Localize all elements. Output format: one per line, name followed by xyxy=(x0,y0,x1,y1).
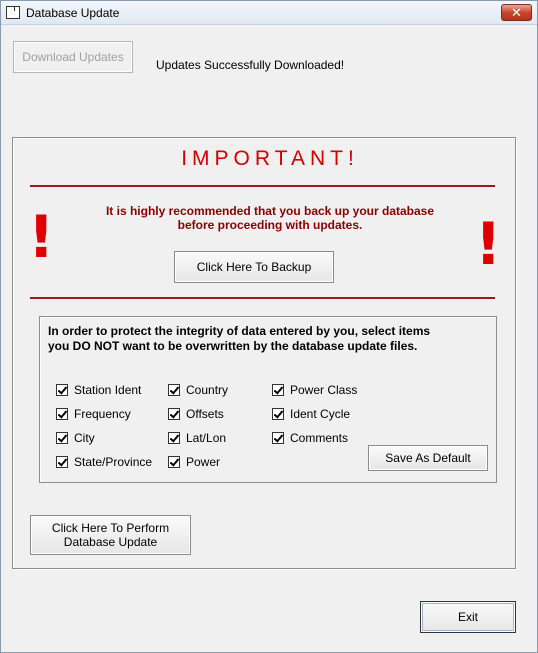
important-heading: IMPORTANT! xyxy=(181,147,359,170)
checkbox-label: Ident Cycle xyxy=(290,407,351,421)
backup-warning-line-2: before proceeding with updates. xyxy=(177,218,363,232)
download-updates-button: Download Updates xyxy=(13,41,133,73)
perform-update-line-1: Click Here To Perform xyxy=(51,521,170,535)
checkbox-power[interactable] xyxy=(168,455,220,469)
checkbox-label: Country xyxy=(186,383,229,397)
checkbox-label: City xyxy=(74,431,95,445)
checked-icon[interactable] xyxy=(56,456,68,468)
checked-icon[interactable] xyxy=(56,384,68,396)
perform-update-line-2: Database Update xyxy=(63,535,158,549)
checked-icon[interactable] xyxy=(168,456,180,468)
backup-button[interactable]: Click Here To Backup xyxy=(174,251,334,283)
checked-icon[interactable] xyxy=(56,432,68,444)
checkbox-comments[interactable] xyxy=(272,431,348,445)
overwrite-instructions xyxy=(48,324,488,354)
overwrite-instructions-line-1: In order to protect the integrity of data entered by you, select items xyxy=(48,324,431,338)
checkbox-label: Lat/Lon xyxy=(186,431,227,445)
checked-icon[interactable] xyxy=(168,384,180,396)
checkbox-label: State/Province xyxy=(74,455,153,469)
checkbox-offsets[interactable] xyxy=(168,407,224,421)
overwrite-instructions-line-2: you DO NOT want to be overwritten by the database update files. xyxy=(48,339,418,353)
bottom-divider xyxy=(30,297,495,299)
checkbox-label: Comments xyxy=(290,431,349,445)
title-bar[interactable] xyxy=(1,1,537,25)
left-exclamation-icon: ! xyxy=(28,203,55,271)
right-exclamation-icon: ! xyxy=(475,210,502,278)
checkbox-label: Offsets xyxy=(186,407,224,421)
checked-icon[interactable] xyxy=(168,432,180,444)
checkbox-label: Frequency xyxy=(74,407,131,421)
checkbox-label: Power xyxy=(186,455,221,469)
checked-icon[interactable] xyxy=(56,408,68,420)
backup-warning-line-1: It is highly recommended that you back up your database xyxy=(105,204,435,218)
checked-icon[interactable] xyxy=(272,384,284,396)
close-button[interactable]: ✕ xyxy=(501,4,532,21)
download-status-text: Updates Successfully Downloaded! xyxy=(156,58,345,72)
checkbox-ident-cycle[interactable] xyxy=(272,407,350,421)
checkbox-lat-lon[interactable] xyxy=(168,431,226,445)
checked-icon[interactable] xyxy=(168,408,180,420)
checked-icon[interactable] xyxy=(272,408,284,420)
checked-icon[interactable] xyxy=(272,432,284,444)
exit-button[interactable]: Exit xyxy=(420,601,516,633)
checkbox-station-ident[interactable] xyxy=(56,383,141,397)
window-title: Database Update xyxy=(26,6,120,20)
checkbox-state-province[interactable] xyxy=(56,455,152,469)
checkbox-city[interactable] xyxy=(56,431,95,445)
checkbox-label: Station Ident xyxy=(74,383,142,397)
folder-icon xyxy=(6,6,20,19)
save-as-default-button[interactable]: Save As Default xyxy=(368,445,488,471)
checkbox-country[interactable] xyxy=(168,383,228,397)
perform-update-button[interactable] xyxy=(30,515,191,555)
checkbox-frequency[interactable] xyxy=(56,407,131,421)
top-divider xyxy=(30,185,495,187)
checkbox-power-class[interactable] xyxy=(272,383,357,397)
checkbox-label: Power Class xyxy=(290,383,358,397)
